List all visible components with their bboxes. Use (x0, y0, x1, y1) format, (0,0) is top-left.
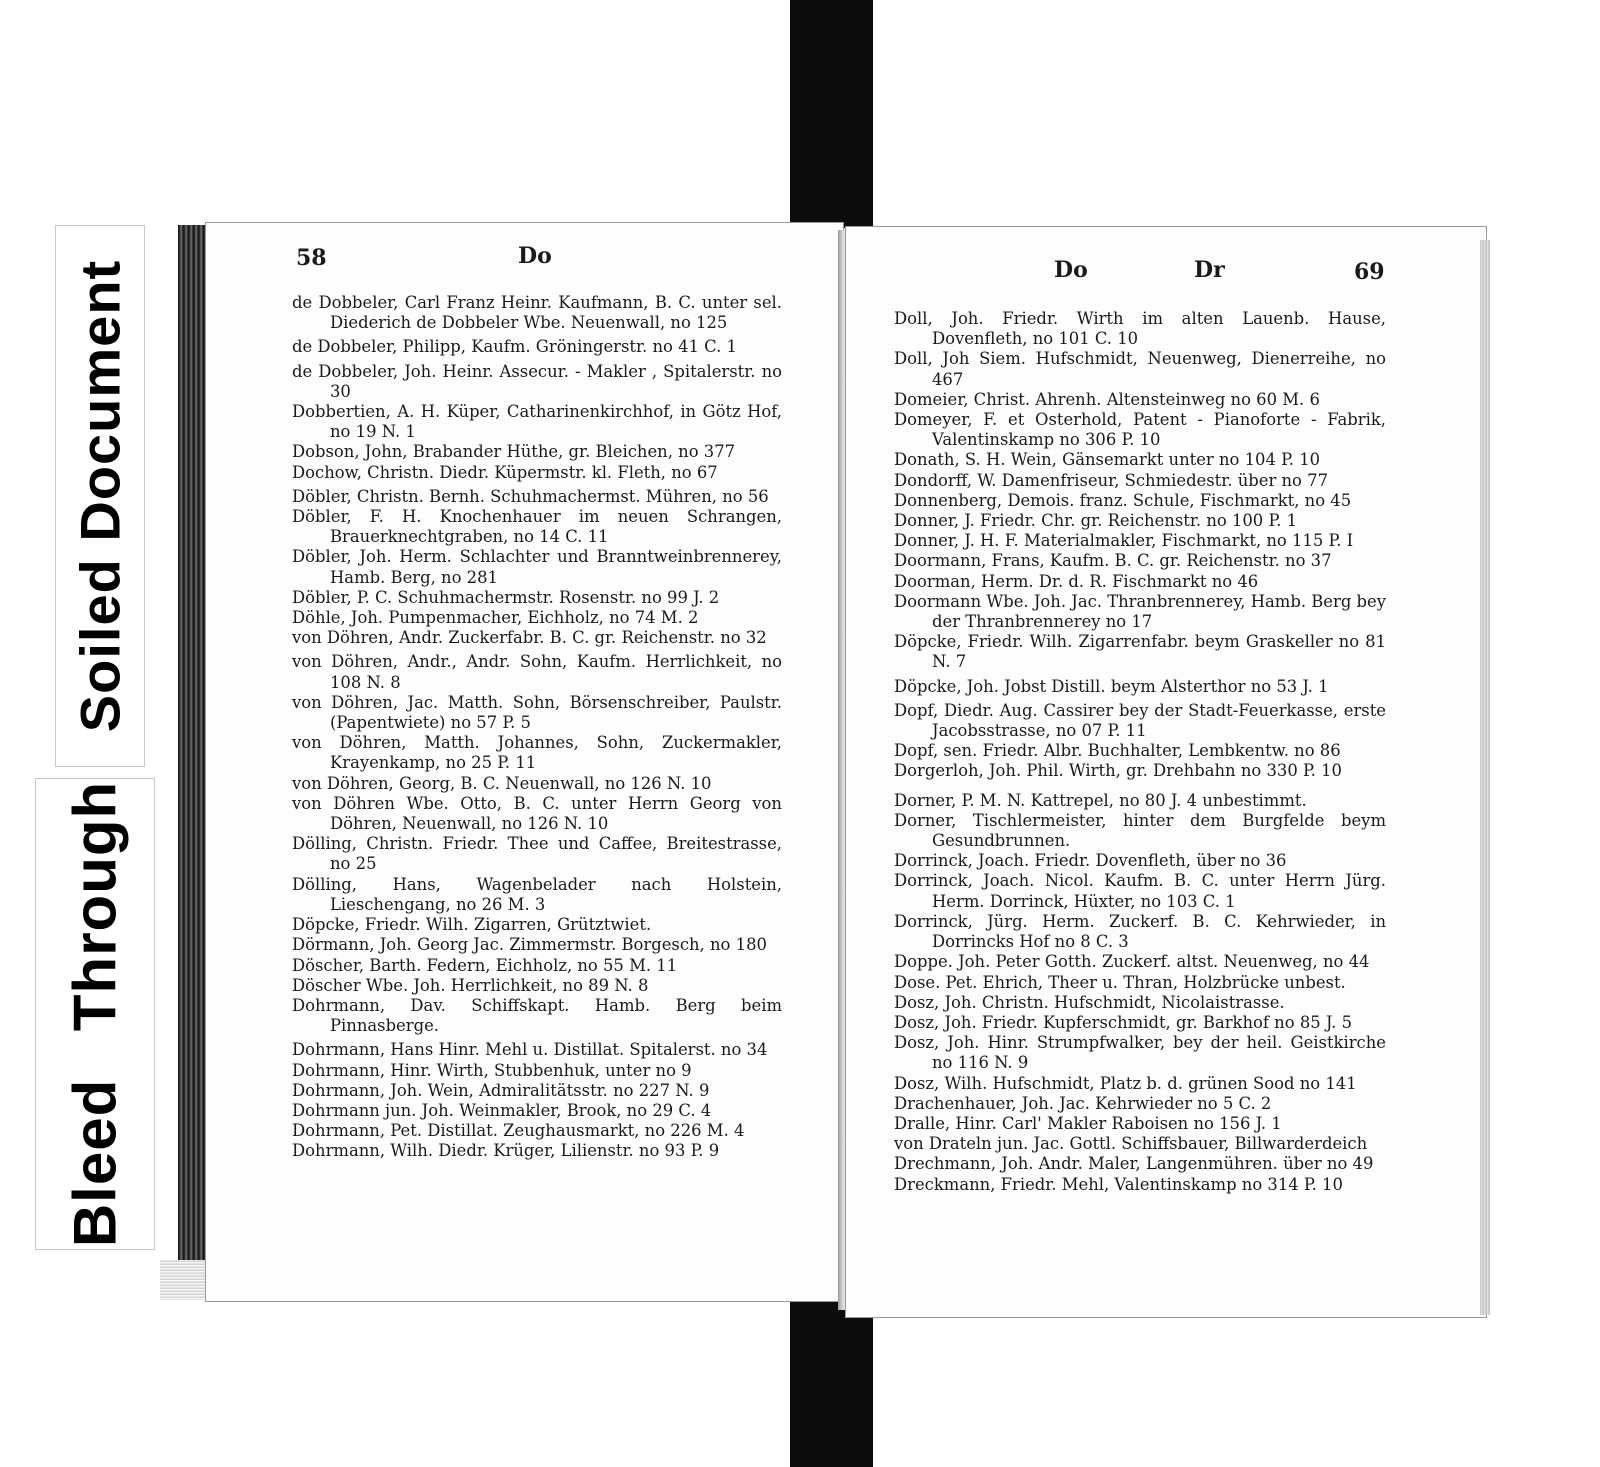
film-band-top (790, 0, 873, 228)
directory-entry: Drechmann, Joh. Andr. Maler, Langenmühren. über no 49 (894, 1154, 1374, 1174)
book-page-edges (160, 1260, 206, 1300)
directory-entry: Döbler, Joh. Herm. Schlachter und Branntweinbrennerey, Hamb. Berg, no 281 (292, 547, 782, 587)
left-page-heading: Do (518, 243, 552, 269)
directory-entry: de Dobbeler, Carl Franz Heinr. Kaufmann, B. C. unter sel. Diederich de Dobbeler Wbe. Neuenwall, no 125 (292, 293, 782, 333)
directory-entry: Dosz, Wilh. Hufschmidt, Platz b. d. grünen Sood no 141 (894, 1073, 1357, 1093)
directory-entry: Dölling, Christn. Friedr. Thee und Caffee, Breitestrasse, no 25 (292, 834, 782, 874)
directory-entry: Donath, S. H. Wein, Gänsemarkt unter no 104 P. 10 (894, 450, 1321, 470)
directory-entry: Dohrmann, Wilh. Diedr. Krüger, Lilienstr. no 93 P. 9 (292, 1141, 720, 1161)
right-page (845, 226, 1487, 1318)
book-spine-edge (178, 225, 208, 1295)
right-entry-list (894, 309, 1386, 1195)
directory-entry: de Dobbeler, Joh. Heinr. Assecur. - Makler , Spitalerstr. no 30 (292, 361, 782, 401)
directory-entry: Dorrinck, Jürg. Herm. Zuckerf. B. C. Kehrwieder, in Dorrincks Hof no 8 C. 3 (894, 911, 1386, 952)
directory-entry: Dopf, sen. Friedr. Albr. Buchhalter, Lembkentw. no 86 (894, 741, 1341, 761)
directory-entry: Donner, J. H. F. Materialmakler, Fischmarkt, no 115 P. I (894, 531, 1354, 551)
directory-entry: von Döhren, Andr., Andr. Sohn, Kaufm. Herrlichkeit, no 108 N. 8 (292, 652, 782, 692)
directory-entry: von Döhren, Georg, B. C. Neuenwall, no 126 N. 10 (292, 773, 712, 793)
directory-entry: Döpcke, Joh. Jobst Distill. beym Alsterthor no 53 J. 1 (894, 676, 1329, 696)
directory-entry: Dohrmann, Hans Hinr. Mehl u. Distillat. Spitalerst. no 34 (292, 1040, 768, 1060)
directory-entry: Drachenhauer, Joh. Jac. Kehrwieder no 5 C. 2 (894, 1093, 1272, 1113)
directory-entry: von Drateln jun. Jac. Gottl. Schiffsbauer, Billwarderdeich (894, 1134, 1368, 1154)
directory-entry: Döpcke, Friedr. Wilh. Zigarrenfabr. beym Graskeller no 81 N. 7 (894, 632, 1386, 672)
directory-entry: Dopf, Diedr. Aug. Cassirer bey der Stadt-Feuerkasse, erste Jacobsstrasse, no 07 P. 11 (894, 700, 1386, 741)
directory-entry: Donner, J. Friedr. Chr. gr. Reichenstr. no 100 P. 1 (894, 511, 1297, 531)
directory-entry: von Döhren, Matth. Johannes, Sohn, Zuckermakler, Krayenkamp, no 25 P. 11 (292, 733, 782, 773)
right-page-heading-right: Dr (1194, 257, 1225, 283)
directory-entry: von Döhren, Andr. Zuckerfabr. B. C. gr. Reichenstr. no 32 (292, 628, 767, 648)
directory-entry: Döhle, Joh. Pumpenmacher, Eichholz, no 74 M. 2 (292, 608, 699, 628)
directory-entry: Dohrmann, Hinr. Wirth, Stubbenhuk, unter no 9 (292, 1060, 692, 1080)
directory-entry: Döbler, Christn. Bernh. Schuhmachermst. Mühren, no 56 (292, 486, 769, 506)
directory-entry: Dochow, Christn. Diedr. Küpermstr. kl. Fleth, no 67 (292, 462, 718, 482)
directory-entry: Döscher Wbe. Joh. Herrlichkeit, no 89 N. 8 (292, 975, 649, 995)
directory-entry: Dobbertien, A. H. Küper, Catharinenkirchhof, in Götz Hof, no 19 N. 1 (292, 402, 782, 442)
directory-entry: Döscher, Barth. Federn, Eichholz, no 55 M. 11 (292, 955, 678, 975)
left-page-number: 58 (296, 245, 327, 271)
directory-entry: von Döhren Wbe. Otto, B. C. unter Herrn Georg von Döhren, Neuenwall, no 126 N. 10 (292, 793, 782, 834)
directory-entry: Dose. Pet. Ehrich, Theer u. Thran, Holzbrücke unbest. (894, 972, 1346, 992)
directory-entry: Dorrinck, Joach. Nicol. Kaufm. B. C. unter Herrn Jürg. Herm. Dorrinck, Hüxter, no 103 C. 1 (894, 871, 1386, 911)
directory-entry: de Dobbeler, Philipp, Kaufm. Gröningerstr. no 41 C. 1 (292, 337, 737, 357)
directory-entry: Dorgerloh, Joh. Phil. Wirth, gr. Drehbahn no 330 P. 10 (894, 761, 1342, 781)
right-page-heading-left: Do (1054, 257, 1088, 283)
soiled-document-text: Soiled Document (68, 259, 132, 733)
left-page (205, 222, 844, 1302)
directory-entry: Dosz, Joh. Christn. Hufschmidt, Nicolaistrasse. (894, 992, 1285, 1012)
directory-entry: Dosz, Joh. Hinr. Strumpfwalker, bey der heil. Geistkirche no 116 N. 9 (894, 1033, 1386, 1073)
directory-entry: Donnenberg, Demois. franz. Schule, Fischmarkt, no 45 (894, 490, 1352, 510)
left-entry-list (292, 293, 782, 1162)
directory-entry: Domeyer, F. et Osterhold, Patent - Pianoforte - Fabrik, Valentinskamp no 306 P. 10 (894, 410, 1386, 450)
directory-entry: Döbler, F. H. Knochenhauer im neuen Schrangen, Brauerknechtgraben, no 14 C. 11 (292, 507, 782, 547)
directory-entry: Dreckmann, Friedr. Mehl, Valentinskamp no 314 P. 10 (894, 1174, 1343, 1194)
directory-entry: Dondorff, W. Damenfriseur, Schmiedestr. über no 77 (894, 470, 1328, 490)
directory-entry: Dohrmann jun. Joh. Weinmakler, Brook, no 29 C. 4 (292, 1100, 712, 1120)
bleed-through-text: Bleed Through (61, 780, 129, 1248)
directory-entry: Dorrinck, Joach. Friedr. Dovenfleth, über no 36 (894, 851, 1287, 871)
directory-entry: Döpcke, Friedr. Wilh. Zigarren, Grütztwiet. (292, 915, 652, 935)
directory-entry: Dralle, Hinr. Carl' Makler Raboisen no 156 J. 1 (894, 1113, 1282, 1133)
directory-entry: Doll, Joh. Friedr. Wirth im alten Lauenb. Hause, Dovenfleth, no 101 C. 10 (894, 309, 1386, 349)
directory-entry: Dosz, Joh. Friedr. Kupferschmidt, gr. Barkhof no 85 J. 5 (894, 1012, 1353, 1032)
directory-entry: Dörmann, Joh. Georg Jac. Zimmermstr. Borgesch, no 180 (292, 935, 767, 955)
directory-entry: Dobson, John, Brabander Hüthe, gr. Bleichen, no 377 (292, 442, 736, 462)
directory-entry: Doll, Joh Siem. Hufschmidt, Neuenweg, Dienerreihe, no 467 (894, 349, 1386, 389)
directory-entry: Doppe. Joh. Peter Gotth. Zuckerf. altst. Neuenweg, no 44 (894, 952, 1370, 972)
bleed-through-label (35, 778, 155, 1250)
soiled-document-label (55, 225, 145, 767)
directory-entry: von Döhren, Jac. Matth. Sohn, Börsenschreiber, Paulstr. (Papentwiete) no 57 P. 5 (292, 692, 782, 733)
directory-entry: Dohrmann, Dav. Schiffskapt. Hamb. Berg beim Pinnasberge. (292, 995, 782, 1036)
directory-entry: Dölling, Hans, Wagenbelader nach Holstein, Lieschengang, no 26 M. 3 (292, 874, 782, 914)
directory-entry: Dohrmann, Pet. Distillat. Zeughausmarkt, no 226 M. 4 (292, 1121, 745, 1141)
right-page-number: 69 (1354, 259, 1385, 285)
directory-entry: Döbler, P. C. Schuhmachermstr. Rosenstr. no 99 J. 2 (292, 587, 720, 607)
directory-entry: Dorner, Tischlermeister, hinter dem Burgfelde beym Gesundbrunnen. (894, 810, 1386, 851)
directory-entry: Domeier, Christ. Ahrenh. Altensteinweg no 60 M. 6 (894, 389, 1320, 409)
directory-entry: Doormann Wbe. Joh. Jac. Thranbrennerey, Hamb. Berg bey der Thranbrennerey no 17 (894, 591, 1386, 632)
directory-entry: Dohrmann, Joh. Wein, Admiralitätsstr. no 227 N. 9 (292, 1080, 710, 1100)
directory-entry: Doormann, Frans, Kaufm. B. C. gr. Reichenstr. no 37 (894, 551, 1332, 571)
directory-entry: Doorman, Herm. Dr. d. R. Fischmarkt no 46 (894, 571, 1259, 591)
directory-entry: Dorner, P. M. N. Kattrepel, no 80 J. 4 unbestimmt. (894, 790, 1307, 810)
right-page-edges (1480, 240, 1490, 1315)
